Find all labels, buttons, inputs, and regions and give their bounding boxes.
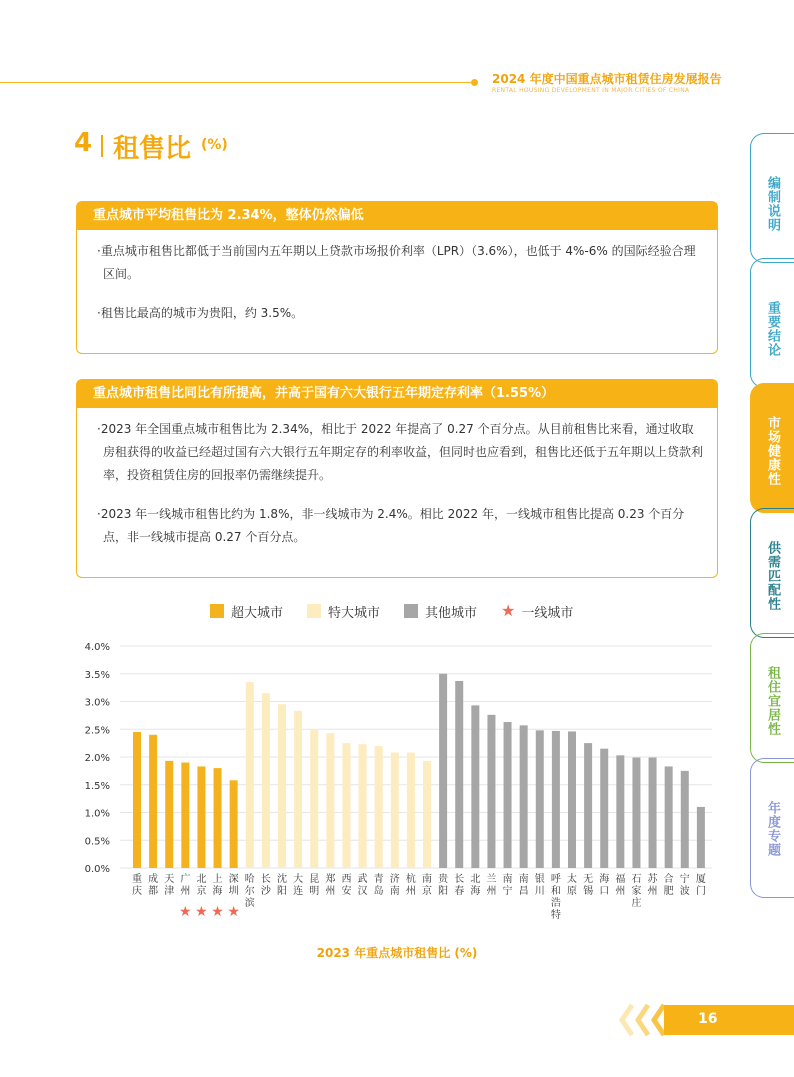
x-tick-label: 津 [164,886,175,897]
rent-to-price-bar-chart [0,630,794,930]
finding-box-2-paragraph-1: ·2023 年全国重点城市租售比为 2.34%，相比于 2022 年提高了 0.27 个百分点。从目前租售比来看，通过收取房租获得的收益已经超过国有六大银行五年期定存的利率收益，但同时也应看到，租售比还低于五年期以上贷款利率，投资租赁住房的回报率仍需继续提升。 [97,422,704,482]
x-tick-label: 明 [309,886,320,897]
x-tick-label: 昆 [309,874,320,885]
bar [616,755,624,868]
bar [423,761,431,868]
x-tick-label: 重 [132,874,142,885]
x-tick-label: 银 [534,874,545,885]
x-tick-label: 长 [454,874,465,885]
x-tick-label: 京 [196,886,207,897]
x-tick-label: 大 [293,874,304,885]
bar [520,725,528,868]
x-tick-label: 波 [679,886,690,897]
bar [697,807,705,868]
finding-box-1-heading: 重点城市平均租售比为 2.34%，整体仍然偏低 [77,202,717,230]
x-tick-label: 春 [454,886,465,897]
x-tick-label: 浩 [550,898,561,909]
x-tick-label: 兰 [486,874,497,885]
y-tick-label: 2.0% [84,753,110,764]
x-tick-label: 尔 [244,886,255,897]
bar [665,766,673,868]
tab-compilation-notes[interactable] [750,133,794,263]
x-tick-label: 西 [341,874,352,885]
x-tick-label: 沈 [277,874,287,885]
x-tick-label: 庄 [631,898,642,909]
bar [649,758,657,868]
tab-annual-topic-label: 年度专题 [765,801,780,857]
finding-box-2-paragraph-2: ·2023 年一线城市租售比约为 1.8%，非一线城市为 2.4%。相比 2022 年，一线城市租售比提高 0.23 个百分点，非一线城市提高 0.27 个百分点。 [97,507,685,544]
tier1-star-icon: ★ [211,904,224,920]
section-number: 4 [74,128,93,158]
bar [230,780,238,868]
x-tick-label: 石 [631,874,642,885]
legend-label-super-large: 超大城市 [231,605,284,621]
tab-supply-demand-label: 供需匹配性 [765,541,780,611]
bar [149,735,157,868]
legend-swatch-mega [307,604,321,618]
y-tick-label: 4.0% [84,642,110,653]
x-tick-label: 昌 [518,886,529,897]
bar [600,749,608,868]
x-tick-label: 哈 [244,874,255,885]
x-tick-label: 南 [422,874,432,885]
header-rule-dot [471,79,478,86]
tier1-star-icon: ★ [179,904,192,920]
tab-supply-demand[interactable] [750,508,794,638]
bar [197,766,205,868]
legend-super-large [210,602,283,621]
bar [568,731,576,868]
x-tick-label: 宁 [679,874,690,885]
x-tick-label: 青 [373,874,384,885]
bar [584,743,592,868]
y-tick-label: 3.0% [84,697,110,709]
bar [278,704,286,868]
legend-swatch-other [404,604,418,618]
x-tick-label: 成 [148,874,159,885]
header-rule [0,82,474,83]
x-tick-label: 沙 [260,886,271,897]
legend-swatch-super-large [210,604,224,618]
finding-box-2 [76,379,718,578]
x-tick-label: 安 [341,886,352,897]
tab-compilation-notes-label: 编制说明 [765,176,780,232]
chart-legend [210,602,597,620]
legend-label-mega: 特大城市 [328,605,381,621]
x-tick-label: 深 [228,874,239,885]
tab-market-health-label: 市场健康性 [765,416,780,486]
bar [504,722,512,868]
tier1-star-icon: ★ [195,904,208,920]
finding-box-1 [76,201,718,354]
bar [262,693,270,868]
bar [165,761,173,868]
x-tick-label: 州 [615,886,626,897]
y-tick-label: 2.5% [84,725,110,737]
x-tick-label: 家 [631,886,642,897]
x-tick-label: 南 [389,886,400,897]
x-tick-label: 圳 [228,886,239,897]
x-tick-label: 都 [148,886,159,897]
bar [439,674,447,868]
x-tick-label: 州 [180,886,191,897]
x-tick-label: 锡 [583,886,594,897]
x-tick-label: 北 [470,874,481,885]
section-unit: (%) [201,137,228,153]
bar [181,763,189,868]
bar [214,768,222,868]
x-tick-label: 福 [615,874,626,885]
x-tick-label: 特 [550,910,561,921]
x-tick-label: 州 [325,886,336,897]
x-tick-label: 州 [647,886,658,897]
x-tick-label: 贵 [438,874,449,885]
bar [133,732,141,868]
x-tick-label: 和 [550,886,561,897]
legend-other [404,602,477,621]
legend-label-tier1: 一线城市 [521,605,574,621]
bar [326,733,334,868]
bar [632,758,640,868]
tab-key-conclusions-label: 重要结论 [765,301,780,357]
x-tick-label: 南 [502,874,513,885]
x-tick-label: 原 [567,886,577,897]
x-tick-label: 无 [583,874,594,885]
x-tick-label: 川 [534,886,545,897]
x-tick-label: 太 [567,874,577,885]
bar [294,711,302,868]
x-tick-label: 京 [422,886,432,897]
tab-key-conclusions[interactable] [750,258,794,388]
y-tick-label: 3.5% [84,669,110,681]
section-title: 租售比 [113,134,192,164]
bar [359,744,367,868]
legend-label-other: 其他城市 [425,605,478,621]
x-tick-label: 长 [260,874,271,885]
finding-box-1-paragraph-1: ·重点城市租售比都低于当前国内五年期以上贷款市场报价利率（LPR）（3.6%），也低于 4%-6% 的国际经验合理区间。 [97,244,696,281]
y-tick-label: 1.0% [84,808,110,820]
y-tick-label: 0.0% [84,864,110,875]
x-tick-label: 海 [599,874,610,885]
page-number: 16 [698,1011,718,1027]
x-tick-label: 北 [196,874,207,885]
x-tick-label: 州 [405,886,416,897]
x-tick-label: 合 [663,874,674,885]
x-tick-label: 呼 [550,874,561,885]
legend-tier1 [501,602,573,621]
y-tick-label: 0.5% [84,836,110,848]
chart-title: 2023 年重点城市租售比 (%) [316,946,478,960]
x-tick-label: 滨 [244,898,255,909]
bar [536,730,544,868]
page-number-badge [664,1005,794,1035]
x-tick-label: 厦 [695,874,706,885]
star-icon: ★ [501,601,516,620]
x-tick-label: 口 [599,886,610,897]
bar [552,731,560,868]
x-tick-label: 汉 [357,886,368,897]
bar [375,746,383,868]
x-tick-label: 岛 [373,886,384,897]
section-divider [101,135,103,157]
x-tick-label: 州 [486,886,497,897]
x-tick-label: 庆 [132,886,142,897]
bar [471,705,479,868]
bar [407,753,415,868]
x-tick-label: 广 [180,874,191,885]
tab-livability-label: 租住宜居性 [765,666,780,736]
bar [487,715,495,868]
bar [342,743,350,868]
x-tick-label: 宁 [502,886,513,897]
x-tick-label: 苏 [647,874,658,885]
x-tick-label: 海 [212,886,223,897]
x-tick-label: 郑 [325,874,336,885]
y-tick-label: 1.5% [84,780,110,792]
x-tick-label: 阳 [438,886,449,897]
x-tick-label: 天 [164,874,175,885]
x-tick-label: 南 [518,874,529,885]
report-subtitle: RENTAL HOUSING DEVELOPMENT IN MAJOR CITIES OF CHINA [492,87,690,94]
bar [455,681,463,868]
x-tick-label: 阳 [277,886,287,897]
x-tick-label: 海 [470,886,481,897]
finding-box-2-heading: 重点城市租售比同比有所提高，并高于国有六大银行五年期定存利率（1.55%） [77,380,717,408]
tier1-star-icon: ★ [227,904,240,920]
bar [391,753,399,868]
x-tick-label: 杭 [405,874,416,885]
x-tick-label: 济 [389,874,400,885]
finding-box-1-paragraph-2: ·租售比最高的城市为贵阳，约 3.5%。 [97,306,304,320]
x-tick-label: 武 [357,874,368,885]
legend-mega [307,602,380,621]
x-tick-label: 连 [293,886,304,897]
bar [310,729,318,868]
x-tick-label: 门 [695,886,706,897]
bar [681,771,689,868]
tab-market-health[interactable] [750,383,794,513]
bar [246,682,254,868]
report-title: 2024 年度中国重点城市租赁住房发展报告 [492,72,722,86]
x-tick-label: 上 [212,874,223,885]
x-tick-label: 肥 [663,886,674,897]
